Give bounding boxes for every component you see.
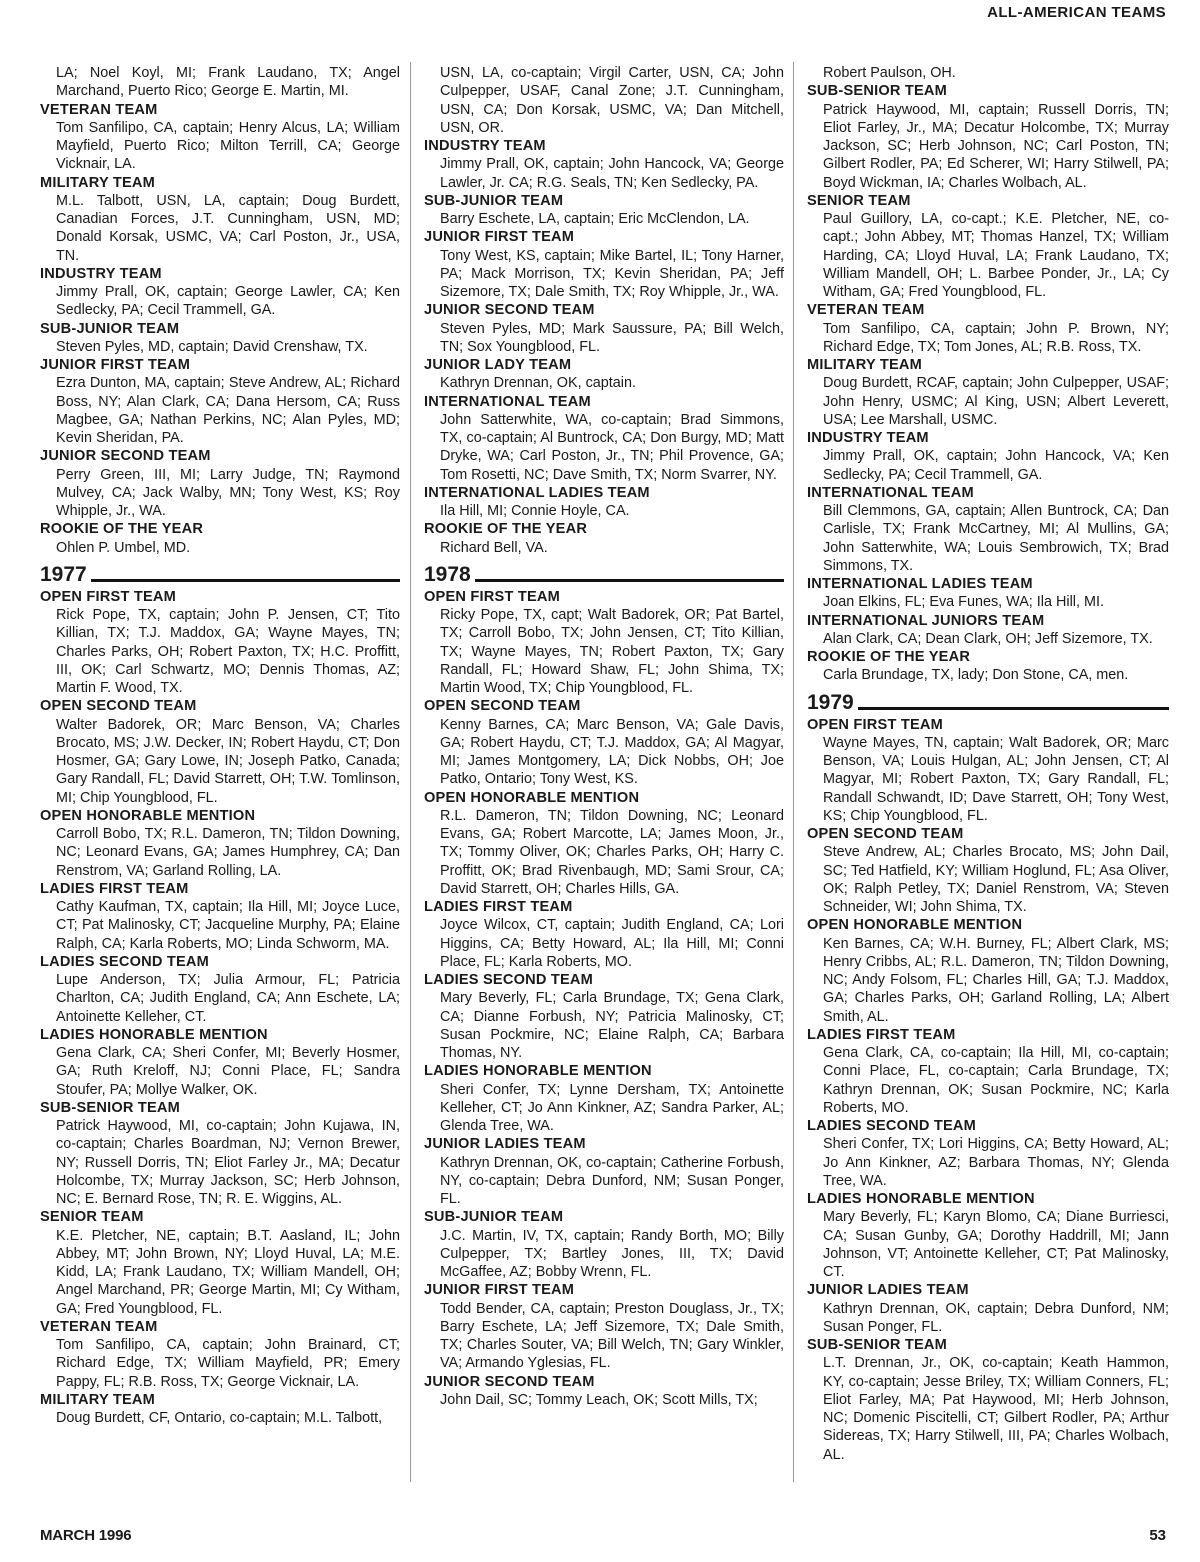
team-section bbox=[424, 789, 784, 899]
team-members: Wayne Mayes, TN, captain; Walt Badorek, OR; Marc Benson, VA; Louis Hulgan, AL; John Jensen, CT; Al Magyar, MI; Robert Paxton, TX; Gary Randall, FL; Randall Schwandt, ID; Dave Starrett, OH; Tony West, KS; Chip Youngblood, FL. bbox=[823, 734, 1169, 824]
team-section bbox=[807, 916, 1169, 1026]
team-heading: OPEN FIRST TEAM bbox=[424, 588, 560, 605]
team-members: Perry Green, III, MI; Larry Judge, TN; Raymond Mulvey, CA; Jack Walby, MN; Tony West, KS; Roy Whipple, Jr., WA. bbox=[56, 466, 400, 519]
team-heading: MILITARY TEAM bbox=[40, 1391, 156, 1408]
column-divider bbox=[793, 62, 794, 1482]
team-heading: VETERAN TEAM bbox=[807, 302, 925, 319]
team-heading: JUNIOR SECOND TEAM bbox=[424, 1373, 595, 1390]
team-heading: ROOKIE OF THE YEAR bbox=[424, 521, 588, 538]
team-heading: SUB-JUNIOR TEAM bbox=[424, 192, 564, 209]
team-heading: JUNIOR FIRST TEAM bbox=[40, 357, 191, 373]
team-heading: OPEN SECOND TEAM bbox=[40, 698, 197, 715]
team-section bbox=[807, 612, 1169, 649]
team-members: J.C. Martin, IV, TX, captain; Randy Borth, MO; Billy Culpepper, TX; Bartley Jones, III, TX; David McGaffee, AZ; Bobby Wrenn, FL. bbox=[440, 1227, 784, 1280]
team-heading: LADIES HONORABLE MENTION bbox=[424, 1063, 652, 1080]
team-section bbox=[807, 429, 1169, 484]
team-section bbox=[424, 393, 784, 484]
team-section bbox=[424, 137, 784, 192]
team-heading: OPEN HONORABLE MENTION bbox=[40, 807, 256, 824]
continued-text: USN, LA, co-captain; Virgil Carter, USN, CA; John Culpepper, USAF, Canal Zone; J.T. Cunningham, USN, CA; Don Korsak, USMC, VA; Dan Mitchell, USN, OR. bbox=[440, 65, 784, 136]
team-heading: VETERAN TEAM bbox=[40, 1318, 158, 1335]
team-members: Gena Clark, CA, co-captain; Ila Hill, MI, co-captain; Conni Place, FL, co-captain; Carla Brundage, TX; Kathryn Drennan, OK; Susan Pockmire, NC; Karla Roberts, MO. bbox=[823, 1045, 1169, 1116]
team-members: L.T. Drennan, Jr., OK, co-captain; Keath Hammon, KY, co-captain; Jesse Briley, TX; William Conners, FL; Eliot Farley, MA; Pat Haywood, MI; Herb Johnson, NC; Domenic Piscitelli, CT; Gilbert Rodler, PA; Arthur Sidereas, TX; Harry Stilwell, III, PA; Charles Wolbach, AL. bbox=[823, 1355, 1169, 1463]
team-members: Kathryn Drennan, OK, co-captain; Catherine Forbush, NY, co-captain; Debra Dunford, NM; Susan Ponger, FL. bbox=[440, 1154, 784, 1207]
year-rule bbox=[475, 579, 784, 582]
team-section bbox=[40, 1026, 400, 1099]
team-members: Ricky Pope, TX, capt; Walt Badorek, OR; Pat Bartel, TX; Carroll Bobo, TX; John Jensen, CT; Tito Killian, TX; Wayne Mayes, TN; Robert Paxton, TX; Gary Randall, FL; Howard Shaw, FL; John Shima, TX; Martin Wood, TX; Chip Youngblood, FL. bbox=[440, 607, 784, 696]
team-heading: LADIES FIRST TEAM bbox=[424, 899, 573, 915]
year-heading bbox=[40, 563, 400, 587]
team-section bbox=[40, 807, 400, 880]
team-members: Barry Eschete, LA, captain; Eric McClendon, LA. bbox=[440, 211, 750, 227]
team-heading: SUB-JUNIOR TEAM bbox=[40, 320, 180, 337]
team-members: Walter Badorek, OR; Marc Benson, VA; Charles Brocato, MS; J.W. Decker, IN; Robert Haydu, CT; Don Hosmer, GA; Gary Lowe, IN; Joseph Patko, Canada; Gary Randall, FL; David Starrett, OH; T.W. Tomlinson, MI; Chip Youngblood, FL. bbox=[56, 716, 400, 806]
team-members: Sheri Confer, TX; Lynne Dersham, TX; Antoinette Kelleher, CT; Jo Ann Kinkner, AZ; Sandra Parker, AL; Glenda Tree, WA. bbox=[440, 1081, 784, 1134]
team-section bbox=[40, 1099, 400, 1209]
team-members: Bill Clemmons, GA, captain; Allen Buntrock, CA; Dan Carlisle, TX; Frank McCartney, MI; Al Mullins, GA; John Satterwhite, WA; Louis Sembrowich, TX; Brad Simmons, TX. bbox=[823, 503, 1169, 574]
running-header: ALL-AMERICAN TEAMS bbox=[987, 4, 1166, 21]
team-section bbox=[807, 1336, 1169, 1464]
team-heading: JUNIOR LADY TEAM bbox=[424, 357, 572, 373]
team-section bbox=[807, 301, 1169, 356]
issue-date: MARCH 1996 bbox=[40, 1527, 132, 1544]
team-members: Ken Barnes, CA; W.H. Burney, FL; Albert Clark, MS; Henry Cribbs, AL; R.L. Dameron, TN; Tildon Downing, NC; Andy Folsom, FL; Charles Hill, GA; T.J. Maddox, GA; Charles Parks, OH; Garland Rolling, LA; Albert Smith, AL. bbox=[823, 935, 1169, 1025]
team-section bbox=[40, 101, 400, 174]
team-members: John Dail, SC; Tommy Leach, OK; Scott Mills, TX; bbox=[440, 1391, 758, 1408]
team-section bbox=[424, 484, 784, 521]
column-divider bbox=[410, 62, 411, 1482]
team-members: Gena Clark, CA; Sheri Confer, MI; Beverly Hosmer, GA; Ruth Kreloff, NJ; Conni Place, FL; Sandra Stoufer, PA; Mollye Walker, OK. bbox=[56, 1045, 400, 1098]
team-members: Tom Sanfilipo, CA, captain; John P. Brown, NY; Richard Edge, TX; Tom Jones, AL; R.B. Ross, TX. bbox=[823, 320, 1169, 355]
team-members: Jimmy Prall, OK, captain; John Hancock, VA; George Lawler, Jr. CA; R.G. Seals, TN; Ken Sedlecky, PA. bbox=[440, 156, 784, 191]
team-section bbox=[807, 575, 1169, 612]
team-heading: OPEN HONORABLE MENTION bbox=[807, 917, 1023, 934]
team-members: John Satterwhite, WA, co-captain; Brad Simmons, TX, co-captain; Al Buntrock, CA; Don Burgy, MD; Matt Dryke, WA; Carl Poston, Jr., TN; Phil Provence, GA; Tom Rosetti, NC; Dave Smith, TX; Norm Svarrer, NY. bbox=[440, 411, 784, 483]
team-heading: SUB-SENIOR TEAM bbox=[40, 1099, 181, 1116]
team-section bbox=[424, 192, 784, 229]
team-section bbox=[40, 1318, 400, 1391]
team-members: Rick Pope, TX, captain; John P. Jensen, CT; Tito Killian, TX; T.J. Maddox, GA; Wayne Mayes, TN; Charles Parks, OH; Robert Paxton, TX; H.C. Proffitt, III, OK; Carl Schwartz, MO; Dennis Thomas, AZ; Martin F. Wood, TX. bbox=[56, 607, 400, 696]
team-heading: LADIES HONORABLE MENTION bbox=[40, 1026, 268, 1043]
column-3 bbox=[807, 64, 1169, 1464]
team-heading: LADIES SECOND TEAM bbox=[807, 1118, 977, 1134]
team-heading: SUB-SENIOR TEAM bbox=[807, 1337, 948, 1353]
team-heading: OPEN HONORABLE MENTION bbox=[424, 789, 640, 806]
team-section bbox=[40, 520, 400, 557]
team-heading: JUNIOR SECOND TEAM bbox=[40, 448, 211, 465]
team-heading: INTERNATIONAL TEAM bbox=[807, 484, 974, 501]
team-heading: MILITARY TEAM bbox=[807, 357, 923, 373]
continued-text: Robert Paulson, OH. bbox=[823, 65, 956, 81]
team-heading: LADIES SECOND TEAM bbox=[40, 953, 210, 970]
team-section bbox=[807, 1026, 1169, 1117]
year-rule bbox=[91, 579, 400, 582]
team-section bbox=[40, 697, 400, 807]
team-section bbox=[807, 825, 1169, 916]
team-section bbox=[40, 174, 400, 265]
team-section bbox=[40, 320, 400, 357]
team-members: Kathryn Drennan, OK, captain. bbox=[440, 375, 636, 392]
team-members: Richard Bell, VA. bbox=[440, 539, 548, 556]
year-label: 1978 bbox=[424, 562, 471, 586]
year-label: 1979 bbox=[807, 690, 854, 714]
team-members: Kathryn Drennan, OK, captain; Debra Dunford, NM; Susan Ponger, FL. bbox=[823, 1300, 1169, 1335]
team-members: Tony West, KS, captain; Mike Bartel, IL; Tony Harner, PA; Mack Morrison, TX; Kevin Sheridan, PA; Jeff Sizemore, TX; Dale Smith, TX; Roy Whipple, Jr., WA. bbox=[440, 247, 784, 300]
column-2 bbox=[424, 64, 784, 1409]
team-section bbox=[807, 192, 1169, 302]
year-label: 1977 bbox=[40, 562, 87, 586]
team-heading: OPEN FIRST TEAM bbox=[40, 588, 176, 605]
team-members: Tom Sanfilipo, CA, captain; John Brainard, CT; Richard Edge, TX; William Mayfield, PR; Emery Pappy, FL; R.B. Ross, TX; George Vicknair, LA. bbox=[56, 1337, 400, 1390]
page-number: 53 bbox=[1149, 1527, 1166, 1544]
team-heading: ROOKIE OF THE YEAR bbox=[40, 521, 204, 538]
team-heading: JUNIOR FIRST TEAM bbox=[424, 229, 575, 246]
team-section bbox=[424, 1135, 784, 1208]
team-members: Alan Clark, CA; Dean Clark, OH; Jeff Sizemore, TX. bbox=[823, 630, 1153, 647]
team-members: Tom Sanfilipo, CA, captain; Henry Alcus, LA; William Mayfield, Puerto Rico; Milton Terrill, CA; George Vicknair, LA. bbox=[56, 119, 400, 173]
team-section bbox=[807, 82, 1169, 192]
team-members: Kenny Barnes, CA; Marc Benson, VA; Gale Davis, GA; Robert Haydu, CT; T.J. Maddox, GA; Al Magyar, MI; James Montgomery, LA; Dick Nobbs, OH; Joe Patko, Ontario; Tony West, KS. bbox=[440, 716, 784, 788]
team-heading: INTERNATIONAL TEAM bbox=[424, 393, 591, 410]
team-members: Mary Beverly, FL; Carla Brundage, TX; Gena Clark, CA; Dianne Forbush, NY; Patricia Malinosky, CT; Susan Pockmire, NC; Elaine Ralph, CA; Barbara Thomas, NY. bbox=[440, 990, 784, 1061]
team-heading: OPEN SECOND TEAM bbox=[424, 698, 581, 715]
team-heading: LADIES HONORABLE MENTION bbox=[807, 1191, 1035, 1207]
team-section bbox=[40, 356, 400, 447]
team-section bbox=[807, 1117, 1169, 1190]
team-section bbox=[40, 588, 400, 698]
team-heading: INDUSTRY TEAM bbox=[40, 265, 162, 282]
team-members: K.E. Pletcher, NE, captain; B.T. Aasland, IL; John Abbey, MT; John Brown, NY; Lloyd Huval, LA; M.E. Kidd, LA; Frank Laudano, TX; William Mandell, OH; Angel Marchand, PR; George Martin, MI; Cy Witham, GA; Fred Youngblood, FL. bbox=[56, 1227, 400, 1317]
team-members: Carroll Bobo, TX; R.L. Dameron, TN; Tildon Downing, NC; Leonard Evans, GA; James Humphrey, CA; Dan Renstrom, VA; Garland Rolling, LA. bbox=[56, 826, 400, 879]
team-heading: JUNIOR LADIES TEAM bbox=[424, 1136, 586, 1153]
team-heading: JUNIOR LADIES TEAM bbox=[807, 1282, 969, 1299]
team-members: Doug Burdett, CF, Ontario, co-captain; M.L. Talbott, bbox=[56, 1410, 383, 1426]
team-section bbox=[424, 1373, 784, 1410]
team-members: R.L. Dameron, TN; Tildon Downing, NC; Leonard Evans, GA; Robert Marcotte, LA; James Moon, Jr., TX; Tommy Oliver, OK; Charles Parks, OH; Harry C. Proffitt, OK; Brad Rivenbaugh, MD; Sami Srour, CA; David Starrett, OH; Charles Hills, GA. bbox=[440, 807, 784, 897]
team-section bbox=[40, 953, 400, 1026]
team-heading: LADIES SECOND TEAM bbox=[424, 972, 594, 988]
team-section bbox=[424, 1281, 784, 1372]
team-members: Lupe Anderson, TX; Julia Armour, FL; Patricia Charlton, CA; Judith England, CA; Ann Eschete, LA; Antoinette Kelleher, CT. bbox=[56, 972, 400, 1025]
team-section bbox=[40, 1391, 400, 1428]
year-rule bbox=[858, 707, 1169, 710]
team-section bbox=[424, 520, 784, 557]
team-section bbox=[424, 228, 784, 301]
year-heading bbox=[807, 691, 1169, 715]
team-section bbox=[424, 898, 784, 971]
team-section bbox=[807, 356, 1169, 429]
team-members: Joan Elkins, FL; Eva Funes, WA; Ila Hill, MI. bbox=[823, 594, 1104, 611]
team-members: Mary Beverly, FL; Karyn Blomo, CA; Diane Burriesci, CA; Susan Gunby, GA; Dorothy Haddrill, MI; Jann Johnson, VT; Antoinette Kelleher, CT; Pat Malinosky, CT. bbox=[823, 1209, 1169, 1280]
team-section bbox=[807, 648, 1169, 685]
team-section bbox=[424, 971, 784, 1062]
team-section bbox=[40, 1208, 400, 1318]
team-members: Jimmy Prall, OK, captain; John Hancock, VA; Ken Sedlecky, PA; Cecil Trammell, GA. bbox=[823, 448, 1169, 483]
team-heading: LADIES FIRST TEAM bbox=[807, 1026, 956, 1043]
team-members: Paul Guillory, LA, co-capt.; K.E. Pletcher, NE, co-capt.; John Abbey, MT; Thomas Hanzel, TX; William Harding, CA; Lloyd Huval, LA; Frank Laudano, TX; William Mandell, OH; L. Barbee Ponder, Jr., LA; Cy Witham, GA; Fred Youngblood, FL. bbox=[823, 211, 1169, 300]
team-members: Todd Bender, CA, captain; Preston Douglass, Jr., TX; Barry Eschete, LA; Jeff Sizemore, TX; Dale Smith, TX; Charles Souter, VA; Bill Welch, TN; Gary Winkler, VA; Armando Yglesias, FL. bbox=[440, 1300, 784, 1372]
team-heading: INTERNATIONAL JUNIORS TEAM bbox=[807, 612, 1045, 629]
team-section bbox=[424, 301, 784, 356]
team-heading: INTERNATIONAL LADIES TEAM bbox=[424, 484, 650, 501]
team-section bbox=[807, 484, 1169, 575]
team-members: Steve Andrew, AL; Charles Brocato, MS; John Dail, SC; Ted Hatfield, KY; William Hoglund, FL; Asa Oliver, OK; Ralph Petley, TX; Daniel Renstrom, VA; Steven Schneider, WI; John Shima, TX. bbox=[823, 844, 1169, 915]
team-section bbox=[807, 716, 1169, 826]
team-members: Patrick Haywood, MI, co-captain; John Kujawa, IN, co-captain; Charles Boardman, NJ; Vernon Brewer, NY; Russell Dorris, TN; Eliot Farley Jr., MA; Decatur Holcombe, TX; Murray Jackson, SC; Herb Johnson, NC; E. Bernard Rose, TN; R. E. Wiggins, AL. bbox=[56, 1118, 400, 1207]
team-members: Joyce Wilcox, CT, captain; Judith England, CA; Lori Higgins, CA; Betty Howard, AL; Ila Hill, MI; Conni Place, FL; Karla Roberts, MO. bbox=[440, 917, 784, 970]
team-heading: LADIES FIRST TEAM bbox=[40, 880, 189, 897]
team-section bbox=[424, 356, 784, 393]
team-section bbox=[424, 1062, 784, 1135]
team-heading: INDUSTRY TEAM bbox=[424, 138, 546, 154]
team-heading: ROOKIE OF THE YEAR bbox=[807, 649, 971, 665]
team-heading: INDUSTRY TEAM bbox=[807, 430, 929, 446]
team-heading: VETERAN TEAM bbox=[40, 101, 158, 118]
team-section bbox=[40, 265, 400, 320]
team-heading: SENIOR TEAM bbox=[40, 1209, 144, 1226]
team-section bbox=[40, 447, 400, 520]
team-members: Carla Brundage, TX, lady; Don Stone, CA, men. bbox=[823, 667, 1129, 684]
team-members: Jimmy Prall, OK, captain; George Lawler, CA; Ken Sedlecky, PA; Cecil Trammell, GA. bbox=[56, 284, 400, 319]
team-section bbox=[40, 880, 400, 953]
team-heading: SUB-SENIOR TEAM bbox=[807, 83, 948, 100]
team-members: Ila Hill, MI; Connie Hoyle, CA. bbox=[440, 503, 630, 519]
team-members: M.L. Talbott, USN, LA, captain; Doug Burdett, Canadian Forces, J.T. Cunningham, USN, MD; Donald Korsak, USMC, VA; Carl Poston, Jr., USA, TN. bbox=[56, 192, 400, 264]
team-members: Sheri Confer, TX; Lori Higgins, CA; Betty Howard, AL; Jo Ann Kinkner, AZ; Barbara Thomas, NY; Glenda Tree, WA. bbox=[823, 1136, 1169, 1189]
team-heading: JUNIOR SECOND TEAM bbox=[424, 302, 595, 319]
team-section bbox=[807, 1190, 1169, 1281]
team-members: Doug Burdett, RCAF, captain; John Culpepper, USAF; John Henry, USMC; Al King, USN; Albert Leverett, USA; Lee Marshall, USMC. bbox=[823, 375, 1169, 428]
team-members: Patrick Haywood, MI, captain; Russell Dorris, TN; Eliot Farley, Jr., MA; Decatur Holcombe, TX; Murray Jackson, SC; Herb Johnson, NC; Carl Poston, TN; Gilbert Rodler, PA; Ed Scherer, WI; Harry Stilwell, PA; Boyd Wickman, IA; Charles Wolbach, AL. bbox=[823, 101, 1169, 191]
team-heading: SENIOR TEAM bbox=[807, 192, 911, 209]
team-members: Ohlen P. Umbel, MD. bbox=[56, 539, 191, 556]
team-members: Steven Pyles, MD, captain; David Crenshaw, TX. bbox=[56, 338, 368, 355]
team-section bbox=[424, 588, 784, 698]
year-heading bbox=[424, 563, 784, 587]
continued-text: LA; Noel Koyl, MI; Frank Laudano, TX; Angel Marchand, Puerto Rico; George E. Martin, MI. bbox=[56, 65, 400, 100]
team-heading: JUNIOR FIRST TEAM bbox=[424, 1282, 575, 1299]
team-heading: SUB-JUNIOR TEAM bbox=[424, 1209, 564, 1226]
team-members: Steven Pyles, MD; Mark Saussure, PA; Bill Welch, TN; Sox Youngblood, FL. bbox=[440, 320, 784, 355]
team-heading: OPEN SECOND TEAM bbox=[807, 826, 964, 842]
team-members: Cathy Kaufman, TX, captain; Ila Hill, MI; Joyce Luce, CT; Pat Malinosky, CT; Jacqueline Murphy, PA; Elaine Ralph, CA; Karla Roberts, MO; Linda Schworm, MA. bbox=[56, 899, 400, 952]
team-heading: MILITARY TEAM bbox=[40, 174, 156, 191]
team-section bbox=[424, 697, 784, 788]
team-section bbox=[807, 1281, 1169, 1336]
team-heading: INTERNATIONAL LADIES TEAM bbox=[807, 576, 1033, 592]
team-heading: OPEN FIRST TEAM bbox=[807, 716, 943, 733]
team-members: Ezra Dunton, MA, captain; Steve Andrew, AL; Richard Boss, NY; Alan Clark, CA; Dana Hersom, CA; Russ Magbee, GA; Nathan Perkins, NC; Alan Pyles, MD; Kevin Sheridan, PA. bbox=[56, 375, 400, 446]
team-section bbox=[424, 1208, 784, 1281]
column-1 bbox=[40, 64, 400, 1427]
